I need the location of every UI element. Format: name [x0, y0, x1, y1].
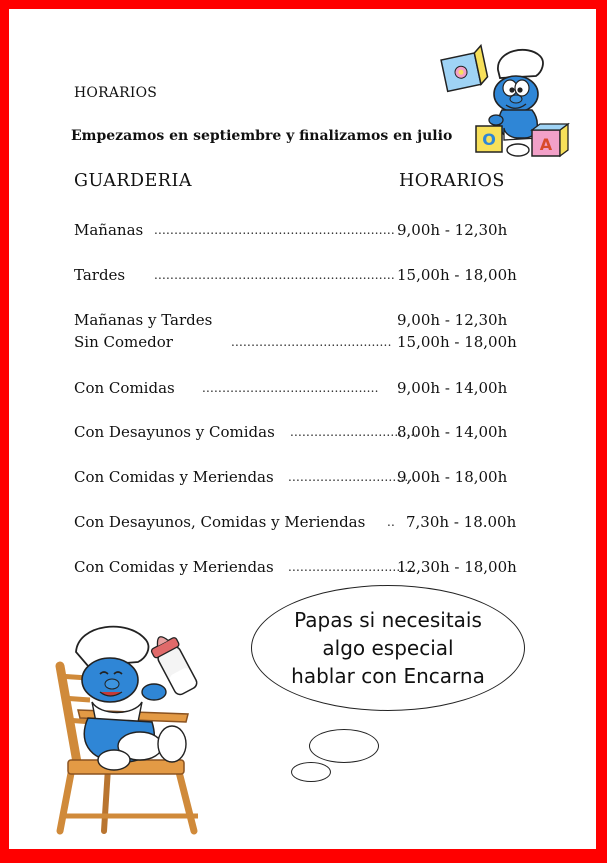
- row-leader-dots: ............................................................: [154, 223, 395, 237]
- thought-puff-large: [309, 729, 379, 763]
- schedule-row: [74, 377, 514, 399]
- row-leader-dots: ................................: [288, 470, 417, 484]
- column-heading-guarderia: GUARDERIA: [74, 171, 193, 191]
- svg-text:A: A: [539, 135, 553, 154]
- row-time: 8,00h - 14,00h: [397, 423, 508, 441]
- page-title: HORARIOS: [74, 85, 158, 101]
- row-label: Con Comidas y Meriendas: [74, 468, 274, 486]
- row-label: Con Desayunos, Comidas y Meriendas: [74, 513, 366, 531]
- row-leader-dots: ............................................: [202, 381, 379, 395]
- schedule-row: [74, 421, 514, 443]
- speech-bubble: [251, 585, 525, 711]
- schedule-row: [74, 331, 517, 353]
- row-leader-dots: ................................: [288, 560, 417, 574]
- row-time: 7,30h - 18.00h: [406, 513, 517, 531]
- row-label: Con Desayunos y Comidas: [74, 423, 275, 441]
- row-leader-dots: ........................................: [231, 335, 392, 349]
- baby-smurf-high-chair-icon: [48, 618, 210, 833]
- row-label: Mañanas: [74, 221, 144, 239]
- row-time: 9,00h - 14,00h: [397, 379, 508, 397]
- row-label: Con Comidas y Meriendas: [74, 558, 274, 576]
- row-time: 9,00h - 12,30h: [397, 311, 508, 329]
- row-leader-dots: [254, 309, 397, 331]
- row-label: Mañanas y Tardes: [74, 311, 213, 329]
- svg-text:O: O: [482, 130, 496, 149]
- schedule-row: [74, 264, 517, 286]
- row-leader-dots: ..: [387, 515, 396, 529]
- smurf-with-blocks-icon: [436, 42, 574, 160]
- row-label: Tardes: [74, 266, 126, 284]
- schedule-row: [74, 511, 517, 533]
- row-label: Sin Comedor: [74, 333, 173, 351]
- schedule-row: [74, 556, 517, 578]
- row-time: 12,30h - 18,00h: [397, 558, 517, 576]
- row-leader-dots: ............................................................: [154, 268, 395, 282]
- speech-bubble-text: Papas si necesitais algo especial hablar con Encarna: [291, 608, 485, 688]
- row-leader-dots: ................................: [290, 425, 419, 439]
- row-time: 15,00h - 18,00h: [397, 333, 517, 351]
- row-time: 15,00h - 18,00h: [397, 266, 517, 284]
- column-heading-horarios: HORARIOS: [399, 171, 505, 191]
- row-label: Con Comidas: [74, 379, 175, 397]
- schedule-row: [74, 219, 514, 241]
- row-time: 9,00h - 12,30h: [397, 221, 508, 239]
- schedule-row: [74, 309, 514, 331]
- page-subtitle: Empezamos en septiembre y finalizamos en julio: [71, 128, 453, 144]
- thought-puff-small: [291, 762, 331, 782]
- schedule-row: [74, 466, 514, 488]
- row-time: 9,00h - 18,00h: [397, 468, 508, 486]
